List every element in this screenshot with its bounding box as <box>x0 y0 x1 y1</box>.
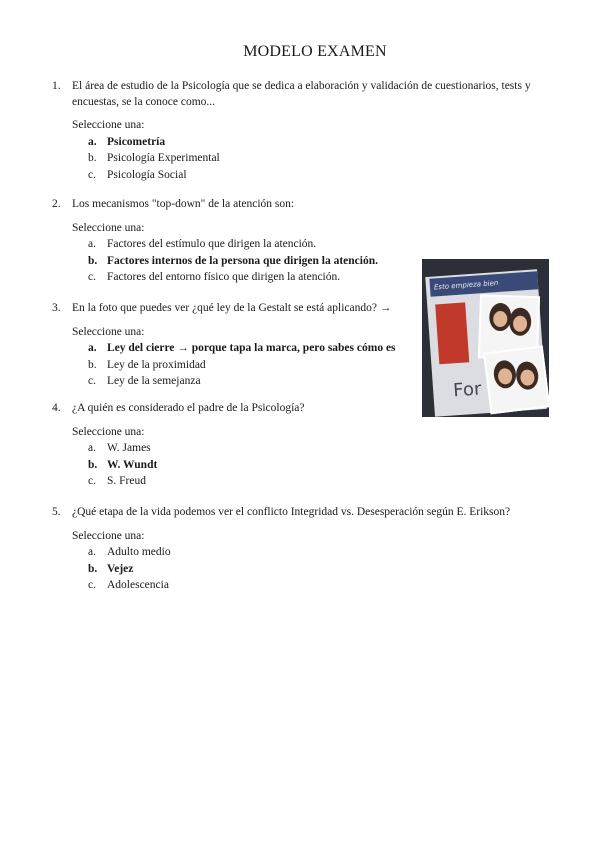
option-letter: a. <box>88 342 97 355</box>
question-number: 3. <box>52 302 61 314</box>
option-letter: b. <box>88 254 98 267</box>
question-header <box>52 79 572 110</box>
option-letter: a. <box>88 442 96 455</box>
option-text: Ley del cierre → porque tapa la marca, pero sabes cómo es <box>107 342 396 355</box>
option-text: Adolescencia <box>107 579 169 592</box>
option-text: Vejez <box>107 562 134 575</box>
option-letter: a. <box>88 135 97 148</box>
option-letter: c. <box>88 475 96 488</box>
answer-option-correct <box>88 457 572 473</box>
option-letter: a. <box>88 546 96 559</box>
answer-option <box>88 167 572 183</box>
option-text: W. Wundt <box>107 458 158 471</box>
question-header <box>52 197 572 213</box>
question-number: 2. <box>52 198 61 210</box>
option-letter: c. <box>88 375 96 388</box>
select-one-prompt: Seleccione una: <box>72 325 145 338</box>
option-text: Factores internos de la persona que dirigen la atención. <box>107 254 378 267</box>
option-text: S. Freud <box>107 475 146 488</box>
option-text: Factores del entorno físico que dirigen la atención. <box>107 271 341 284</box>
question-text: En la foto que puedes ver ¿qué ley de la Gestalt se está aplicando? → <box>72 302 392 314</box>
page-title: MODELO EXAMEN <box>243 43 387 60</box>
answer-option <box>88 151 572 167</box>
question-1 <box>52 79 572 183</box>
gestalt-photo <box>422 259 549 417</box>
option-text: Ley de la semejanza <box>107 375 201 388</box>
option-letter: c. <box>88 271 96 284</box>
photo-book <box>435 302 469 364</box>
question-text: Los mecanismos "top-down" de la atención son: <box>72 198 295 210</box>
question-number: 4. <box>52 402 61 414</box>
answer-option <box>88 237 572 253</box>
photo-brand-text: For <box>452 378 483 402</box>
answer-options <box>88 545 572 594</box>
option-text: Ley de la proximidad <box>107 358 206 371</box>
question-number: 1. <box>52 80 61 92</box>
option-text: Psicología Social <box>107 168 187 181</box>
option-letter: c. <box>88 168 96 181</box>
answer-option-correct <box>88 561 572 577</box>
answer-option <box>88 441 572 457</box>
option-letter: b. <box>88 358 97 371</box>
question-5 <box>52 505 572 594</box>
question-number: 5. <box>52 506 61 518</box>
photo-strip-bottom <box>483 346 549 415</box>
option-letter: b. <box>88 458 98 471</box>
option-letter: b. <box>88 562 98 575</box>
photo-banner-text: Esto empieza bien <box>429 271 538 296</box>
option-text: Psicometría <box>107 135 166 148</box>
select-one-prompt: Seleccione una: <box>72 221 145 234</box>
answer-options <box>88 135 572 184</box>
select-one-prompt: Seleccione una: <box>72 529 145 542</box>
select-one-prompt: Seleccione una: <box>72 119 145 132</box>
question-text: El área de estudio de la Psicología que se dedica a elaboración y validación de cuestionarios, tests y encuestas, se la conoce como... <box>72 80 531 108</box>
option-letter: c. <box>88 579 96 592</box>
answer-option <box>88 578 572 594</box>
option-text: W. James <box>107 442 151 455</box>
option-text: Factores del estímulo que dirigen la atención. <box>107 238 317 251</box>
select-one-prompt: Seleccione una: <box>72 425 145 438</box>
answer-options <box>88 441 572 490</box>
option-text: Adulto medio <box>107 546 171 559</box>
question-text: ¿Qué etapa de la vida podemos ver el conflicto Integridad vs. Desesperación según E. Erikson? <box>72 506 511 518</box>
question-text: ¿A quién es considerado el padre de la Psicología? <box>72 402 305 414</box>
option-letter: b. <box>88 152 97 165</box>
photo-frame <box>425 269 546 416</box>
answer-option <box>88 474 572 490</box>
answer-option-correct <box>88 135 572 151</box>
answer-option <box>88 545 572 561</box>
option-text: Psicología Experimental <box>107 152 220 165</box>
question-header <box>52 505 572 521</box>
option-letter: a. <box>88 238 96 251</box>
